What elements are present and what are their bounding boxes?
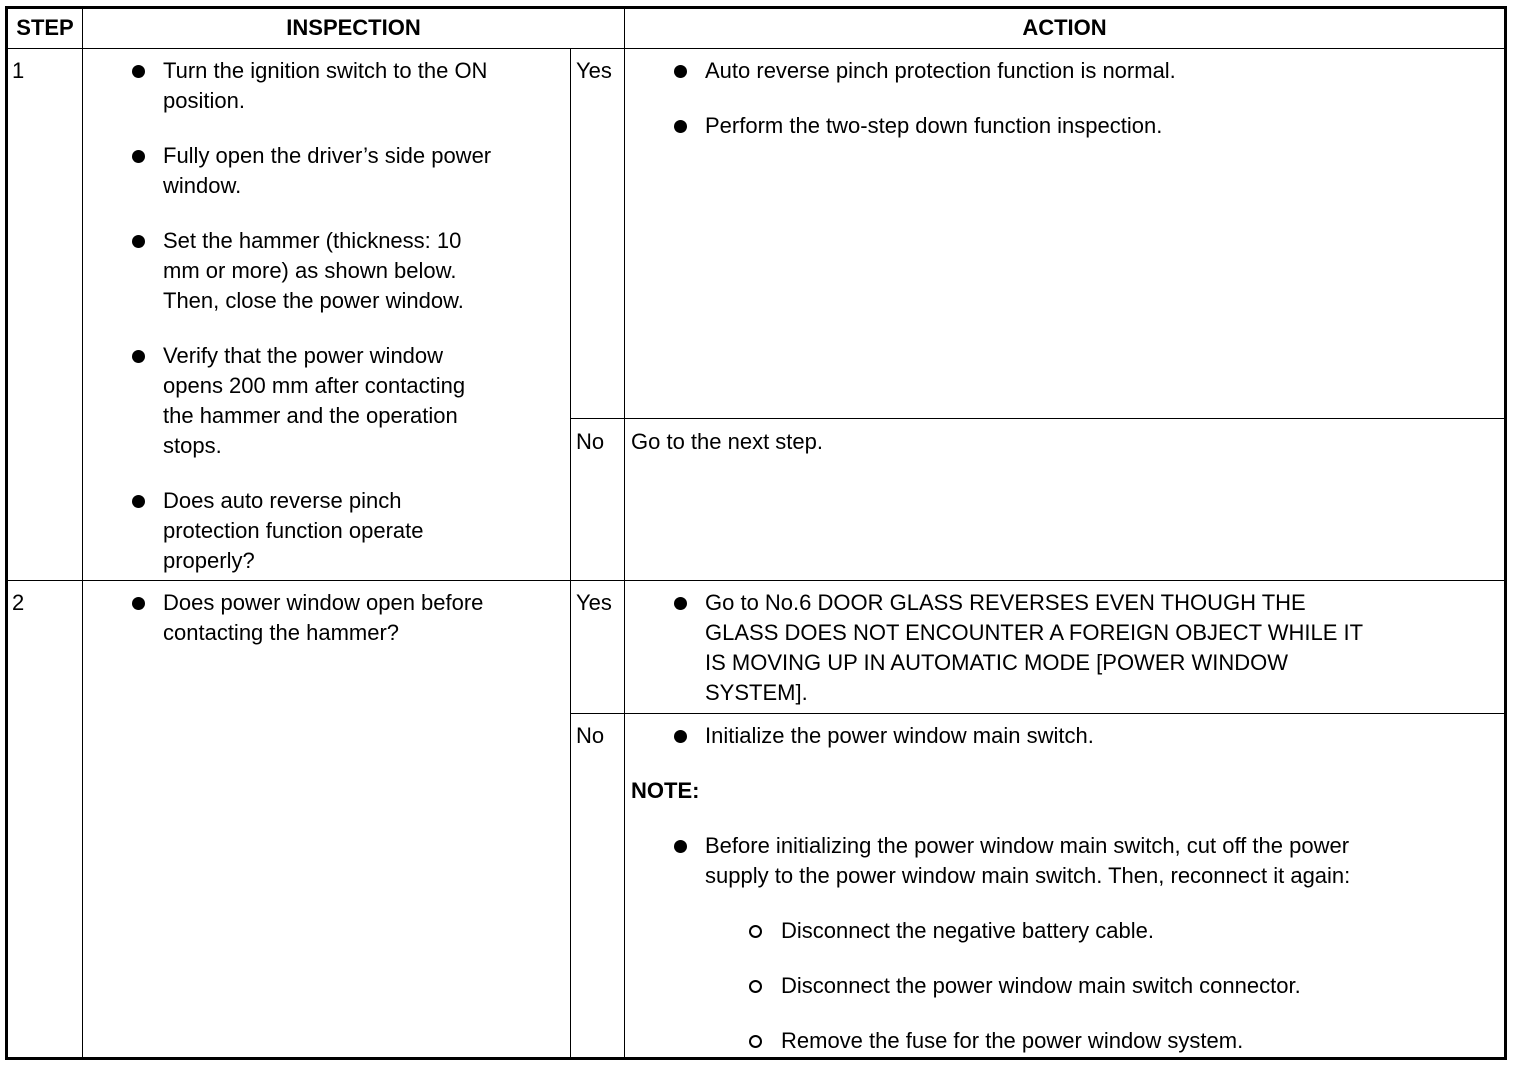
inspection-line: stops. [163,433,222,458]
bullet-icon [674,730,687,743]
bullet-icon [132,350,145,363]
column-divider-result [570,48,571,1058]
action-line: Go to No.6 DOOR GLASS REVERSES EVEN THOUGH THE [705,590,1306,615]
bullet-icon [132,495,145,508]
action-line: Initialize the power window main switch. [705,723,1094,748]
bullet-icon [674,840,687,853]
bullet-icon [674,65,687,78]
inspection-line: Set the hammer (thickness: 10 [163,228,462,253]
header-step: STEP [16,15,74,40]
bullet-icon [132,235,145,248]
inspection-line: contacting the hammer? [163,620,400,645]
header-inspection: INSPECTION [286,15,421,40]
bullet-icon [132,65,145,78]
action-line: IS MOVING UP IN AUTOMATIC MODE [POWER WINDOW [705,650,1289,675]
note-line: supply to the power window main switch. Then, reconnect it again: [705,863,1351,888]
sub-bullet-icon [749,1035,762,1048]
bullet-icon [132,597,145,610]
inspection-line: opens 200 mm after contacting [163,373,466,398]
inspection-line: mm or more) as shown below. [163,258,457,283]
inspection-line: properly? [163,548,255,573]
row-divider [8,580,1504,581]
header-action: ACTION [1022,15,1107,40]
bullet-icon [132,150,145,163]
result-yes-label: Yes [576,590,612,615]
inspection-line: Does power window open before [163,590,484,615]
result-no-label: No [576,723,605,748]
bullet-icon [674,597,687,610]
sub-item: Disconnect the power window main switch connector. [781,973,1301,998]
step-number: 1 [12,58,25,83]
sub-bullet-icon [749,980,762,993]
inspection-line: window. [163,173,242,198]
inspection-line: Does auto reverse pinch [163,488,402,513]
note-line: Before initializing the power window main switch, cut off the power [705,833,1350,858]
action-line: Auto reverse pinch protection function is normal. [705,58,1176,83]
inspection-line: protection function operate [163,518,424,543]
inspection-line: Verify that the power window [163,343,444,368]
action-line: Perform the two-step down function inspection. [705,113,1163,138]
header-divider [8,48,1504,49]
column-divider-step [82,8,83,1058]
sub-item: Disconnect the negative battery cable. [781,918,1155,943]
inspection-line: position. [163,88,245,113]
row2-yes-no-divider [570,713,1504,714]
row1-yes-no-divider [570,418,1504,419]
note-label: NOTE: [631,778,700,803]
bullet-icon [674,120,687,133]
action-line: GLASS DOES NOT ENCOUNTER A FOREIGN OBJECT WHILE IT [705,620,1364,645]
inspection-line: Turn the ignition switch to the ON [163,58,488,83]
result-yes-label: Yes [576,58,612,83]
column-divider-inspection [624,8,625,1058]
sub-bullet-icon [749,925,762,938]
result-no-label: No [576,429,605,454]
inspection-line: Fully open the driver’s side power [163,143,492,168]
inspection-line: the hammer and the operation [163,403,458,428]
sub-item: Remove the fuse for the power window system. [781,1028,1244,1053]
action-line: SYSTEM]. [705,680,808,705]
inspection-line: Then, close the power window. [163,288,464,313]
action-line: Go to the next step. [631,429,824,454]
step-number: 2 [12,590,25,615]
